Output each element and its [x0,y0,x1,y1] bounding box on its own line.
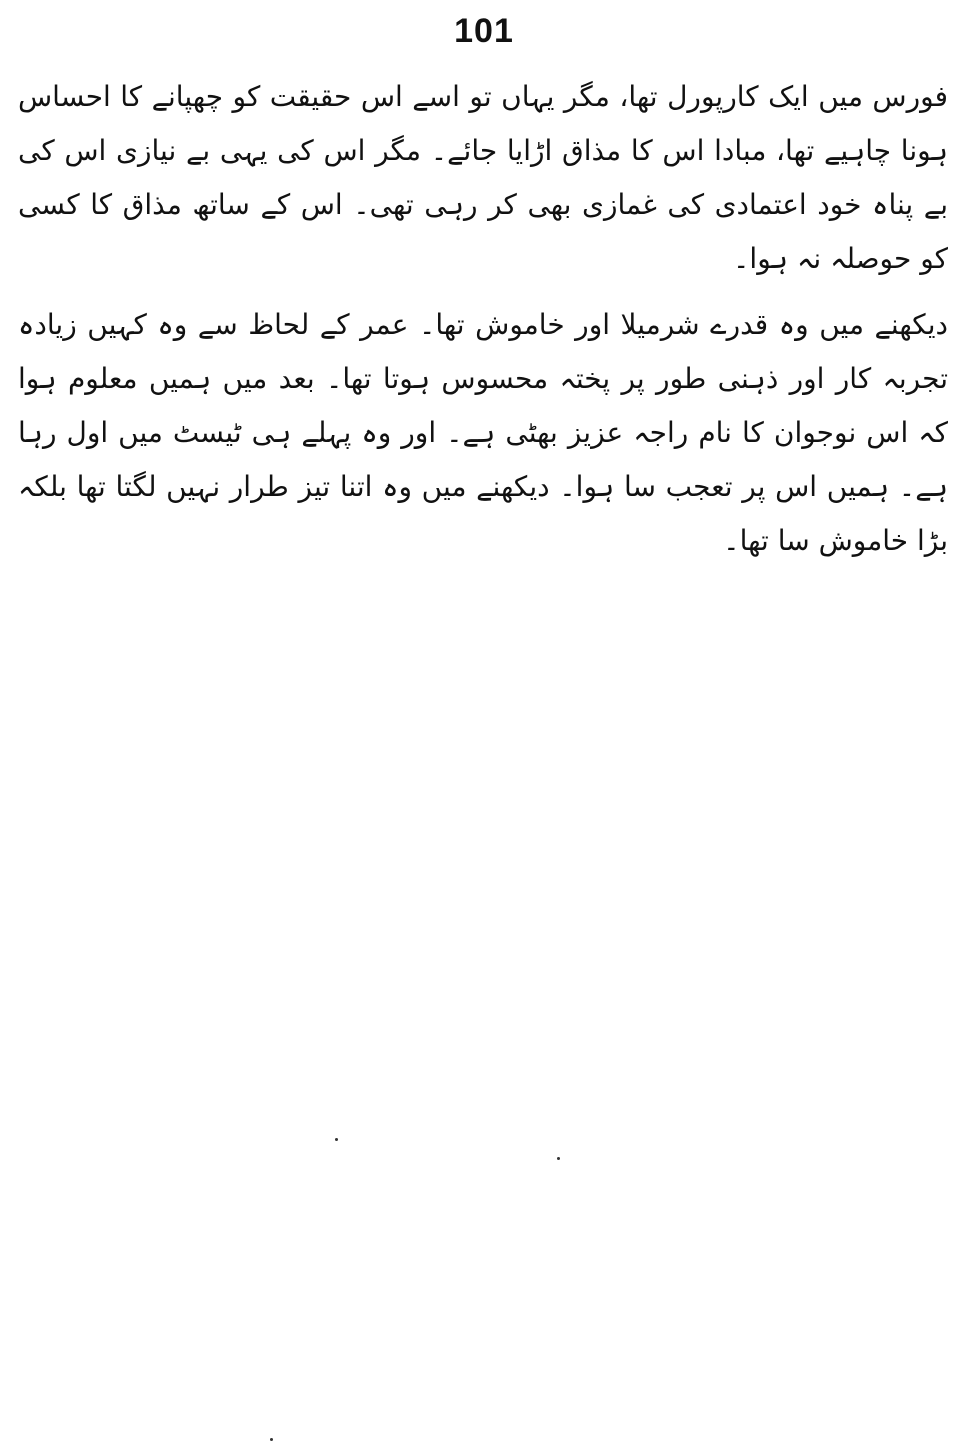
scan-speck [270,1438,273,1441]
scan-speck [335,1138,338,1141]
scan-speck [557,1157,560,1160]
body-text [18,70,948,580]
paragraph-1: فورس میں ایک کارپورل تھا، مگر یہاں تو اسے اس حقیقت کو چھپانے کا احساس ہونا چاہیے تھا، مبادا اس کا مذاق اڑایا جائے۔ مگر اس کی یہی بے نیازی اس کی بے پناہ خود اعتمادی کی غمازی بھی کر رہی تھی۔ اس کے ساتھ مذاق کا کسی کو حوصلہ نہ ہوا۔ [18,80,948,275]
paragraph-2: دیکھنے میں وہ قدرے شرمیلا اور خاموش تھا۔ عمر کے لحاظ سے وہ کہیں زیادہ تجربہ کار اور ذہنی طور پر پختہ محسوس ہوتا تھا۔ بعد میں ہمیں معلوم ہوا کہ اس نوجوان کا نام راجہ عزیز بھٹی ہے۔ اور وہ پہلے ہی ٹیسٹ میں اول رہا ہے۔ ہمیں اس پر تعجب سا ہوا۔ دیکھنے میں وہ اتنا تیز طرار نہیں لگتا تھا بلکہ بڑا خاموش سا تھا۔ [18,308,948,557]
page-number: 101 [454,12,514,50]
